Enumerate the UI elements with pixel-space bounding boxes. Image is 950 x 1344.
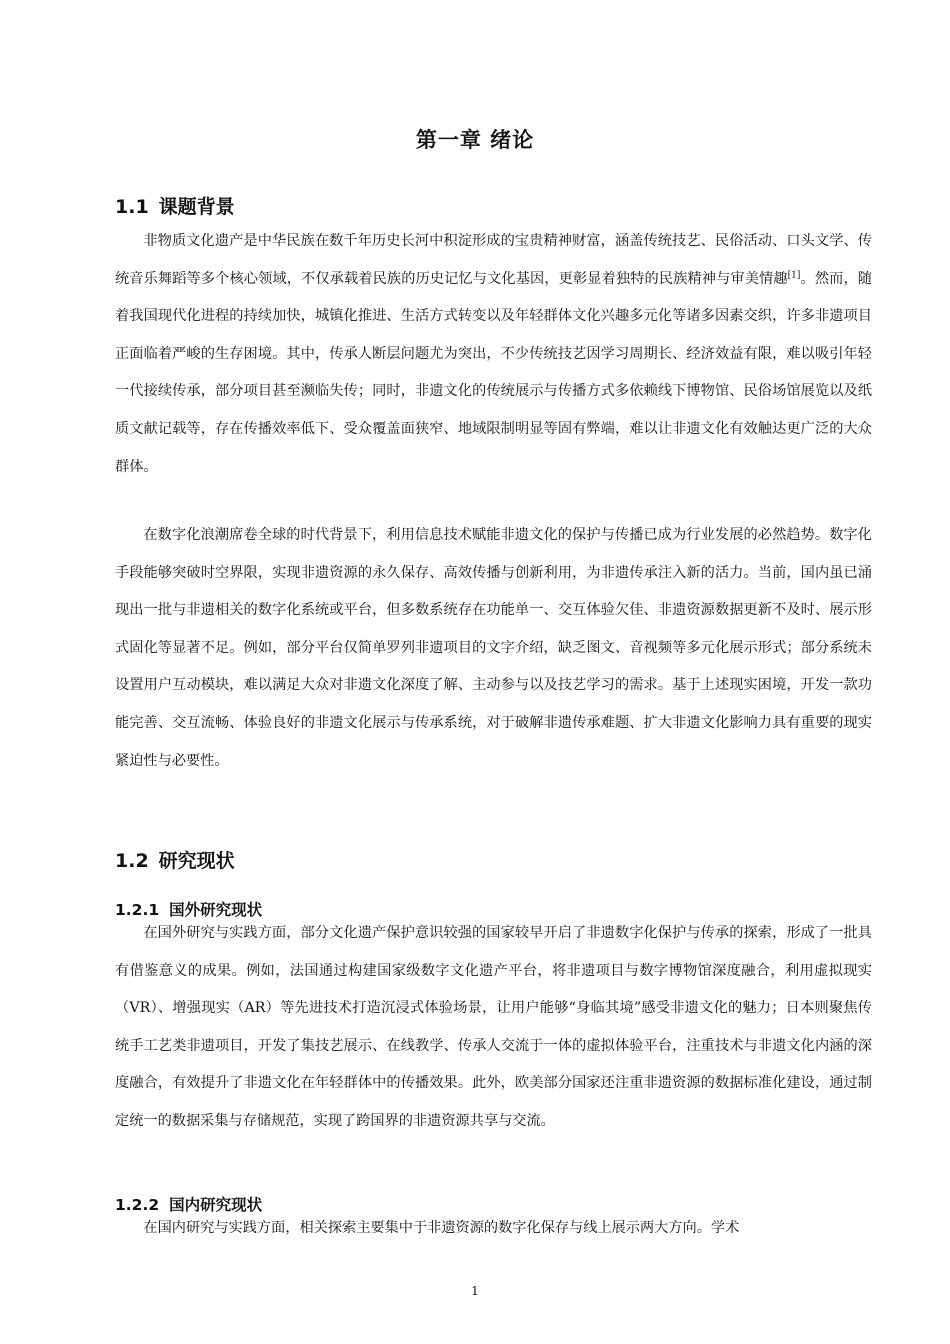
paragraph-domestic-research: 在国内研究与实践方面，相关探索主要集中于非遗资源的数字化保存与线上展示两大方向。学术 — [143, 1220, 740, 1236]
section-number: 1.2.1 — [115, 901, 160, 919]
paragraph-background-1 — [115, 223, 872, 486]
chapter-title: 第一章 绪论 — [415, 128, 535, 152]
paragraph-text: 非物质文化遗产是中华民族在数千年历史长河中积淀形成的宝贵精神财富，涵盖传统技艺、民俗活动、口头文学、传统音乐舞蹈等多个核心领域，不仅承载着民族的历史记忆与文化基因，更彰显着独特的民族精神与审美情趣 — [115, 233, 872, 287]
section-number: 1.2 — [115, 850, 149, 872]
section-title: 国外研究现状 — [169, 901, 263, 919]
paragraph-foreign-research: 在国外研究与实践方面，部分文化遗产保护意识较强的国家较早开启了非遗数字化保护与传承的探索，形成了一批具有借鉴意义的成果。例如，法国通过构建国家级数字文化遗产平台，将非遗项目与数字博物馆深度融合，利用虚拟现实（VR）、增强现实（AR）等先进技术打造沉浸式体验场景，让用户能够“身临其境”感受非遗文化的魅力；日本则聚焦传统手工艺类非遗项目，开发了集技艺展示、在线教学、传承人交流于一体的虚拟体验平台，注重技术与非遗文化内涵的深度融合，有效提升了非遗文化在年轻群体中的传播效果。此外，欧美部分国家还注重非遗资源的数据标准化建设，通过制定统一的数据采集与存储规范，实现了跨国界的非遗资源共享与交流。 — [115, 925, 872, 1129]
section-title: 课题背景 — [158, 196, 235, 218]
page-number: 1 — [471, 1284, 479, 1298]
section-heading-1-2 — [115, 846, 235, 873]
citation-ref: [1] — [787, 269, 801, 280]
section-number: 1.1 — [115, 196, 149, 218]
section-title: 研究现状 — [158, 850, 235, 872]
paragraph-background-2: 在数字化浪潮席卷全球的时代背景下，利用信息技术赋能非遗文化的保护与传播已成为行业发展的必然趋势。数字化手段能够突破时空界限，实现非遗资源的永久保存、高效传播与创新利用，为非遗传承注入新的活力。当前，国内虽已涌现出一批与非遗相关的数字化系统或平台，但多数系统存在功能单一、交互体验欠佳、非遗资源数据更新不及时、展示形式固化等显著不足。例如，部分平台仅简单罗列非遗项目的文字介绍，缺乏图文、音视频等多元化展示形式；部分系统未设置用户互动模块，难以满足大众对非遗文化深度了解、主动参与以及技艺学习的需求。基于上述现实困境，开发一款功能完善、交互流畅、体验良好的非遗文化展示与传承系统，对于破解非遗传承难题、扩大非遗文化影响力具有重要的现实紧迫性与必要性。 — [115, 527, 872, 769]
paragraph-text: 。然而，随着我国现代化进程的持续加快，城镇化推进、生活方式转变以及年轻群体文化兴趣多元化等诸多因素交织，许多非遗项目正面临着严峻的生存困境。其中，传承人断层问题尤为突出，不少传统技艺因学习周期长、经济效益有限，难以吸引年轻一代接续传承，部分项目甚至濒临失传；同时，非遗文化的传统展示与传播方式多依赖线下博物馆、民俗场馆展览以及纸质文献记载等，存在传播效率低下、受众覆盖面狭窄、地域限制明显等固有弊端，难以让非遗文化有效触达更广泛的大众群体。 — [115, 270, 872, 475]
section-number: 1.2.2 — [115, 1196, 160, 1214]
section-title: 国内研究现状 — [169, 1196, 263, 1214]
section-heading-1-1 — [115, 192, 235, 219]
